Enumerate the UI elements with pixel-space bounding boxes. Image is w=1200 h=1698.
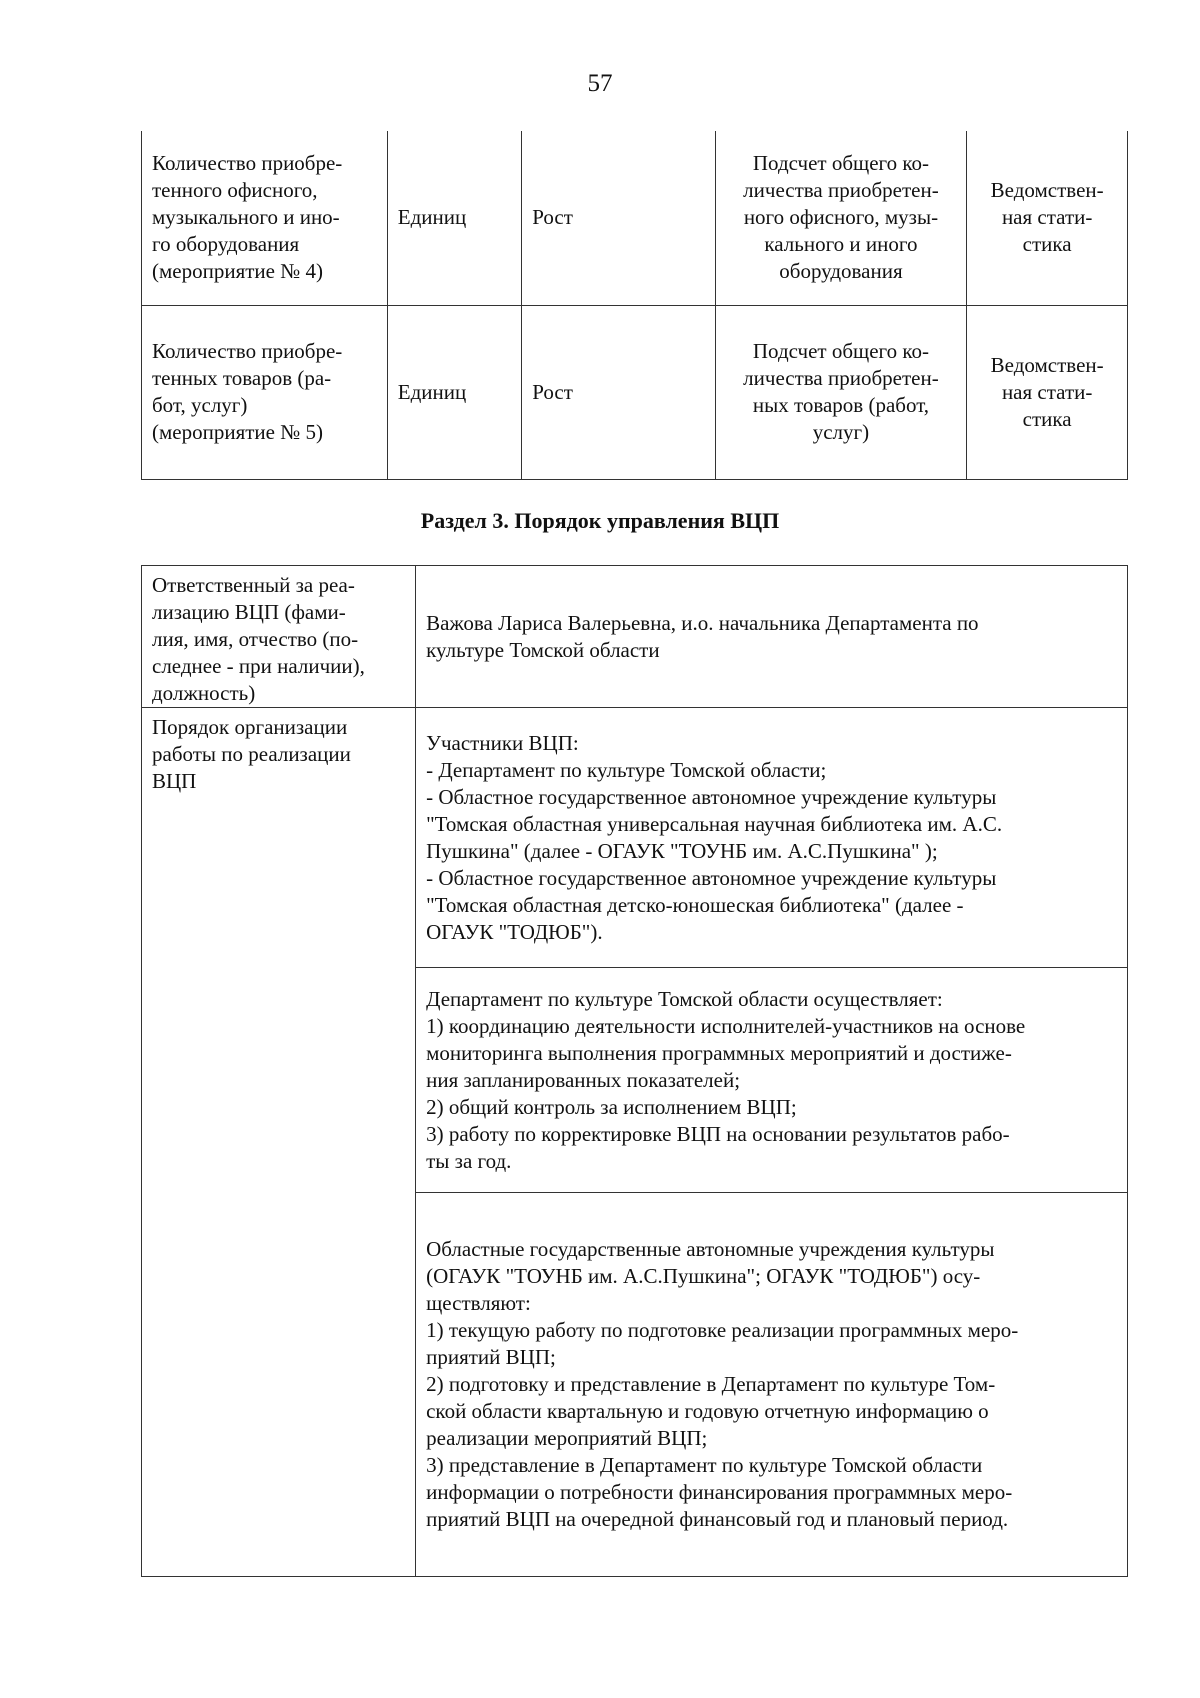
text-line: Участники ВЦП:: [426, 730, 579, 755]
text-line: ная стати-: [1001, 205, 1093, 230]
text-line: информации о потребности финансирования программных меро-: [426, 1480, 1013, 1504]
text-line: "Томская областная детско-юношеская библиотека" (далее -: [426, 892, 964, 917]
text-line: стика: [1022, 232, 1072, 257]
procedure-label-cell: [142, 708, 416, 1577]
text-line: культуре Томской области: [426, 637, 660, 662]
text-line: оборудования: [779, 259, 903, 284]
text-line: реализации мероприятий ВЦП;: [426, 1426, 708, 1450]
text-line: приятий ВЦП;: [426, 1345, 556, 1369]
indicator-name-cell: [142, 305, 388, 479]
text-line: Подсчет общего ко-: [752, 151, 929, 176]
text-line: должность): [152, 681, 256, 705]
text-line: 2) подготовку и представление в Департамент по культуре Том-: [426, 1372, 996, 1396]
page-number: 57: [587, 70, 613, 97]
text-line: лизацию ВЦП (фами-: [152, 600, 346, 624]
text-line: ВЦП: [152, 769, 197, 793]
text-line: бот, услуг): [152, 393, 248, 417]
text-line: 3) представление в Департамент по культуре Томской области: [426, 1453, 983, 1477]
text-line: (мероприятие № 4): [152, 259, 324, 284]
text-line: ты за год.: [426, 1148, 512, 1173]
text-line: Ведомствен-: [990, 178, 1104, 203]
text-line: музыкального и ино-: [152, 205, 340, 230]
method-cell: [715, 131, 967, 305]
text-line: Порядок организации: [152, 715, 348, 739]
text-line: работы по реализации: [152, 742, 351, 766]
text-line: личества приобретен-: [743, 178, 939, 203]
table-row: [142, 566, 1128, 708]
text-line: Ведомствен-: [990, 352, 1104, 377]
management-table: [141, 565, 1128, 1577]
text-line: (мероприятие № 5): [152, 420, 324, 444]
unit-cell: Единиц: [387, 131, 521, 305]
text-line: кального и иного: [764, 232, 918, 257]
text-line: лия, имя, отчество (по-: [152, 627, 359, 651]
text-line: ния запланированных показателей;: [426, 1067, 741, 1092]
section-title: Раздел 3. Порядок управления ВЦП: [420, 508, 780, 533]
table-row: [142, 708, 1128, 968]
text-line: Количество приобре-: [152, 339, 343, 363]
text-line: ОГАУК "ТОДЮБ").: [426, 919, 603, 944]
text-line: (ОГАУК "ТОУНБ им. А.С.Пушкина"; ОГАУК "ТОДЮБ") осу-: [426, 1264, 981, 1288]
text-line: услуг): [812, 420, 870, 444]
text-line: - Областное государственное автономное учреждение культуры: [426, 865, 997, 890]
text-line: Подсчет общего ко-: [752, 339, 929, 363]
text-line: ской области квартальную и годовую отчетную информацию о: [426, 1399, 989, 1423]
text-line: стика: [1022, 406, 1072, 431]
trend-cell: Рост: [522, 131, 715, 305]
text-line: тенного офисного,: [152, 178, 318, 203]
trend-cell: Рост: [522, 305, 715, 479]
text-line: личества приобретен-: [743, 366, 939, 390]
text-line: тенных товаров (ра-: [152, 366, 332, 390]
institutions-duties-cell: [416, 1193, 1128, 1577]
text-line: Пушкина" (далее - ОГАУК "ТОУНБ им. А.С.Пушкина" );: [426, 838, 938, 863]
department-duties-cell: [416, 968, 1128, 1193]
text-line: "Томская областная универсальная научная библиотека им. А.С.: [426, 811, 1003, 836]
text-line: Областные государственные автономные учреждения культуры: [426, 1237, 995, 1261]
text-line: ного офисного, музы-: [743, 205, 939, 230]
text-line: ная стати-: [1001, 379, 1093, 404]
text-line: 3) работу по корректировке ВЦП на основании результатов рабо-: [426, 1121, 1010, 1146]
participants-cell: [416, 708, 1128, 968]
text-line: 1) координацию деятельности исполнителей-участников на основе: [426, 1013, 1026, 1038]
text-line: Важова Лариса Валерьевна, и.о. начальника Департамента по: [426, 610, 979, 635]
text-line: - Областное государственное автономное учреждение культуры: [426, 784, 997, 809]
text-line: 2) общий контроль за исполнением ВЦП;: [426, 1094, 797, 1119]
text-line: го оборудования: [152, 232, 300, 257]
source-cell: [967, 131, 1128, 305]
text-line: Количество приобре-: [152, 151, 343, 176]
indicators-table: [141, 131, 1128, 480]
indicator-name-cell: [142, 131, 388, 305]
method-cell: [715, 305, 967, 479]
source-cell: [967, 305, 1128, 479]
text-line: мониторинга выполнения программных мероприятий и достиже-: [426, 1040, 1012, 1065]
text-line: приятий ВЦП на очередной финансовый год и плановый период.: [426, 1507, 1009, 1531]
responsible-value-cell: [416, 566, 1128, 708]
table-row: [142, 131, 1128, 305]
text-line: Департамент по культуре Томской области осуществляет:: [426, 986, 943, 1011]
text-line: 1) текущую работу по подготовке реализации программных меро-: [426, 1318, 1019, 1342]
text-line: ных товаров (работ,: [752, 393, 930, 417]
text-line: следнее - при наличии),: [152, 654, 365, 678]
table-row: [142, 305, 1128, 479]
text-line: ществляют:: [426, 1291, 531, 1315]
text-line: Ответственный за реа-: [152, 573, 355, 597]
text-line: - Департамент по культуре Томской области;: [426, 757, 827, 782]
unit-cell: Единиц: [387, 305, 521, 479]
responsible-label-cell: [142, 566, 416, 708]
